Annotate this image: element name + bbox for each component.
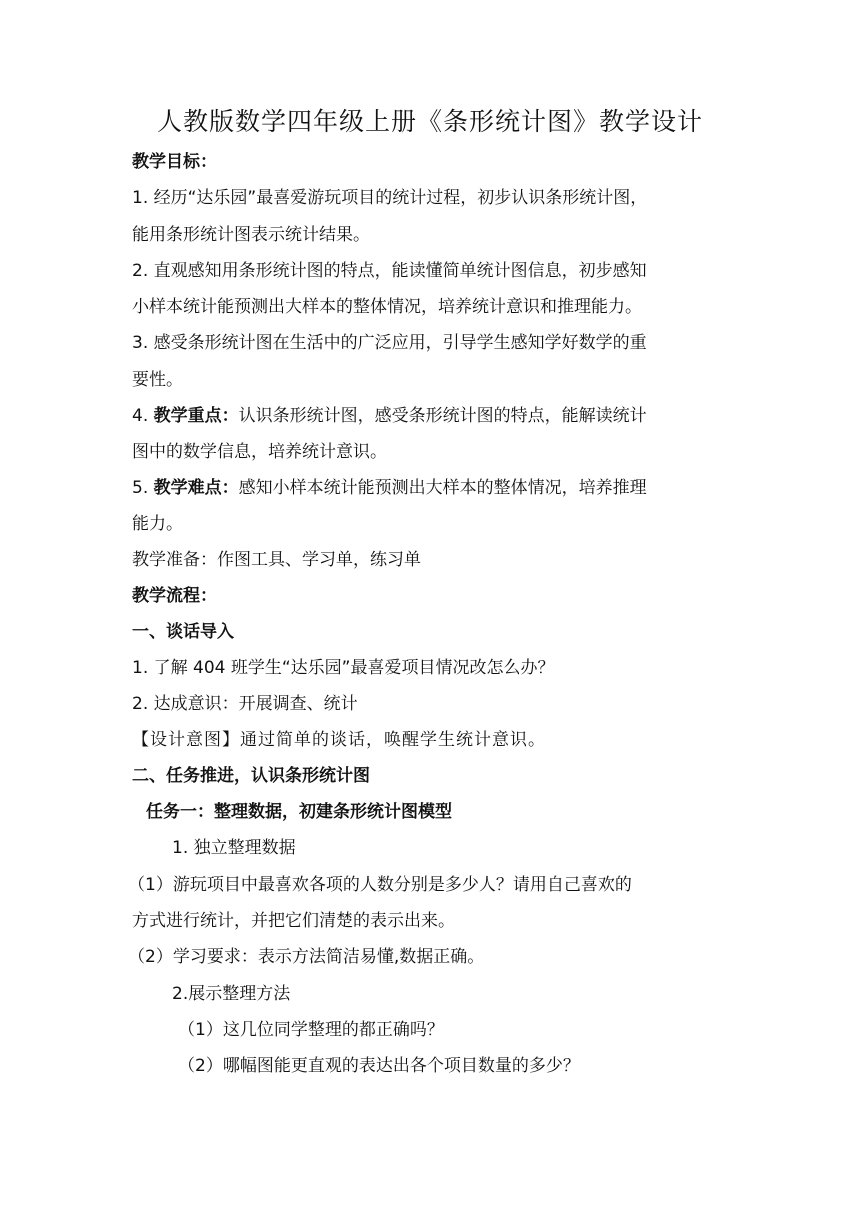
task1-heading: 任务一：整理数据，初建条形统计图模型 — [146, 802, 452, 822]
process-heading: 教学流程： — [132, 586, 217, 606]
key-point-label: 教学重点： — [153, 406, 239, 426]
objective-line: 要性。 — [132, 370, 183, 390]
difficulty-label: 教学难点： — [153, 478, 239, 498]
section1-item: 1. 了解 404 班学生“达乐园”最喜爱项目情况改怎么办？ — [132, 658, 555, 678]
step2-question: （2）哪幅图能更直观的表达出各个项目数量的多少？ — [178, 1056, 580, 1076]
key-point-number: 4. — [132, 406, 154, 426]
difficulty-number: 5. — [132, 478, 154, 498]
difficulty-continuation: 能力。 — [132, 514, 183, 534]
question-line: 方式进行统计，并把它们清楚的表示出来。 — [132, 911, 455, 931]
step2-heading: 2.展示整理方法 — [172, 984, 291, 1004]
difficulty-text: 感知小样本统计能预测出大样本的整体情况，培养推理 — [238, 478, 647, 498]
objectives-heading: 教学目标： — [132, 152, 217, 172]
step1-heading: 1. 独立整理数据 — [172, 838, 296, 858]
key-point — [132, 404, 738, 428]
step2-question: （1）这几位同学整理的都正确吗？ — [178, 1020, 444, 1040]
objective-line: 1. 经历“达乐园”最喜爱游玩项目的统计过程，初步认识条形统计图， — [132, 188, 648, 208]
section2-heading: 二、任务推进，认识条形统计图 — [132, 766, 370, 786]
key-point-continuation: 图中的数学信息，培养统计意识。 — [132, 442, 387, 462]
key-point-text: 认识条形统计图，感受条形统计图的特点，能解读统计 — [238, 406, 647, 426]
objective-line: 小样本统计能预测出大样本的整体情况，培养统计意识和推理能力。 — [132, 297, 642, 317]
objective-line: 3. 感受条形统计图在生活中的广泛应用，引导学生感知学好数学的重 — [132, 333, 647, 353]
document-title: 人教版数学四年级上册《条形统计图》教学设计 — [156, 107, 703, 136]
objective-line: 2. 直观感知用条形统计图的特点，能读懂简单统计图信息，初步感知 — [132, 261, 647, 281]
preparation: 教学准备：作图工具、学习单，练习单 — [132, 550, 421, 570]
objective-line: 能用条形统计图表示统计结果。 — [132, 225, 370, 245]
question-line: （1）游玩项目中最喜欢各项的人数分别是多少人？请用自己喜欢的 — [128, 875, 632, 895]
section1-heading: 一、谈话导入 — [132, 622, 234, 642]
section1-item: 2. 达成意识：开展调查、统计 — [132, 694, 358, 714]
question-line: （2）学习要求：表示方法简洁易懂,数据正确。 — [128, 947, 485, 967]
difficulty-point — [132, 476, 738, 500]
design-intent: 【设计意图】通过简单的谈话，唤醒学生统计意识。 — [132, 730, 546, 750]
